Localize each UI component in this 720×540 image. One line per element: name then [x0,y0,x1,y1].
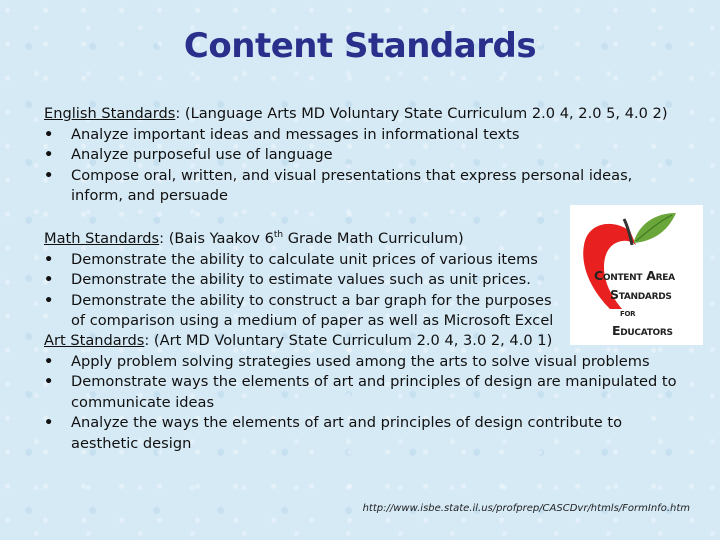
bullet: • [44,352,54,370]
bullet: • [44,373,54,390]
art-standards-detail: : (Art MD Voluntary State Curriculum 2.0 4, 3.0 2, 4.0 1) [144,332,553,349]
list-item-text: Analyze the ways the elements of art and principles of design contribute to aesthetic design [71,414,623,452]
list-item-text: Apply problem solving strategies used among the arts to solve visual problems [71,352,650,370]
english-standards-label: English Standards [44,105,176,122]
slide-title: Content Standards [183,26,537,66]
logo-line-1: Content Area [594,268,675,283]
list-item [44,270,564,291]
english-standards-detail: : (Language Arts MD Voluntary State Curriculum 2.0 4, 2.0 5, 4.0 2) [175,105,668,122]
math-standards-continuation: of comparison using a medium of paper as well as Microsoft Excel [71,312,554,329]
english-standards-heading [44,104,684,125]
math-standards-list [44,250,564,312]
list-item-text: Compose oral, written, and visual presentations that express personal ideas, inform, and persuade [71,166,633,204]
math-standards-detail-post: Grade Math Curriculum) [283,230,464,247]
list-item [44,125,684,146]
math-standards-detail-pre: : (Bais Yaakov 6 [159,230,274,247]
art-standards-list [44,352,692,455]
list-item [44,145,684,166]
art-standards-section [44,331,692,454]
bullet: • [44,146,54,163]
math-standards-heading [44,229,564,250]
source-link[interactable]: http://www.isbe.state.il.us/profprep/CASCDvr/htmls/FormInfo.htm [362,503,690,514]
list-item-text: Analyze important ideas and messages in informational texts [71,125,520,143]
logo-line-4: Educators [612,323,673,338]
bullet: • [44,125,54,143]
list-item-text: Demonstrate the ability to calculate unit prices of various items [71,250,538,268]
list-item-text: Demonstrate ways the elements of art and principles of design are manipulated to communicate ideas [71,373,677,411]
list-item [44,372,692,413]
math-standards-section [44,229,564,332]
math-standards-label: Math Standards [44,230,160,247]
bullet: • [44,291,54,309]
bullet: • [44,271,54,288]
art-standards-label: Art Standards [44,332,145,349]
list-item-text: Analyze purposeful use of language [71,146,333,163]
bullet: • [44,250,54,268]
logo-line-3: for [620,307,636,319]
list-item-text: Demonstrate the ability to estimate values such as unit prices. [71,271,531,288]
list-item [44,413,692,454]
math-standards-detail-sup: th [273,230,284,241]
content-area-standards-logo [570,205,703,345]
list-item [44,166,684,207]
art-standards-heading [44,331,692,352]
list-item [44,291,564,312]
list-item [44,352,692,373]
bullet: • [44,414,54,431]
bullet: • [44,166,54,184]
logo-line-2: Standards [610,287,672,302]
list-item-text: Demonstrate the ability to construct a bar graph for the purposes [71,291,552,309]
english-standards-list [44,125,684,207]
list-item [44,250,564,271]
english-standards-section [44,104,684,207]
